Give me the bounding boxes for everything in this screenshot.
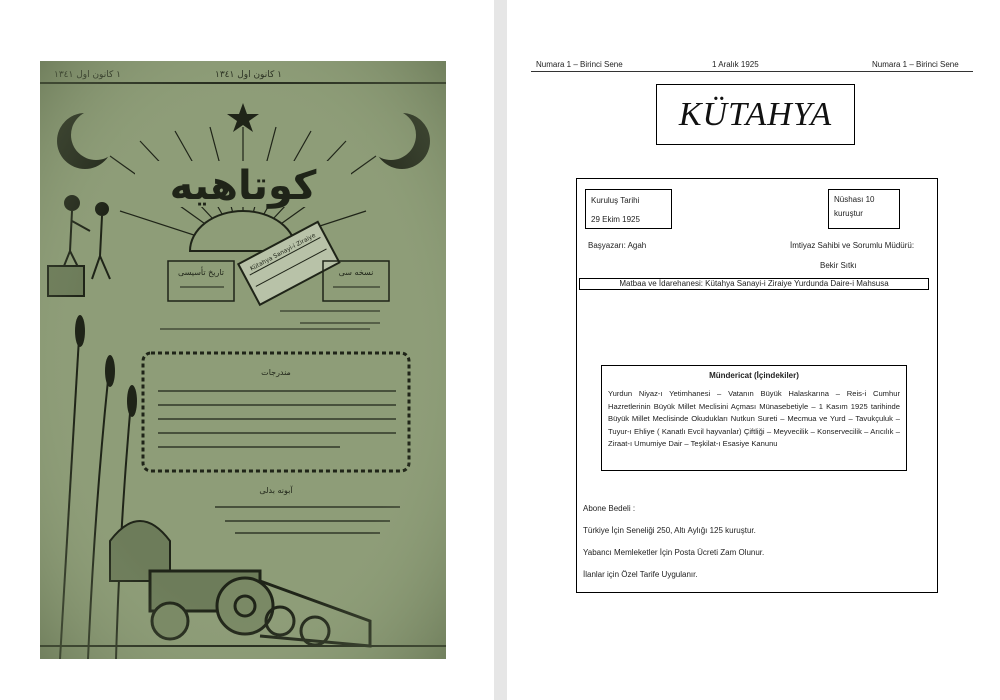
editor-text: Başyazarı: Agah xyxy=(588,241,647,250)
subscription-foreign: Yabancı Memleketler İçin Posta Ücreti Zam Olunur. xyxy=(583,548,765,557)
subscription-heading: Abone Bedeli : xyxy=(583,504,636,513)
right-page xyxy=(507,0,1000,700)
cover-illustration xyxy=(40,61,446,659)
subscription-ads: İlanlar için Özel Tarife Uygulanır. xyxy=(583,570,698,579)
founding-label: Kuruluş Tarihi xyxy=(591,196,640,205)
cover-scan-image xyxy=(40,61,446,659)
contents-title: Mündericat (İçindekiler) xyxy=(709,371,799,380)
contents-box xyxy=(601,365,907,471)
owner-label: İmtiyaz Sahibi ve Sorumlu Müdürü: xyxy=(790,241,915,250)
left-page xyxy=(0,0,494,700)
header-left: Numara 1 – Birinci Sene xyxy=(536,60,623,69)
title-box xyxy=(656,84,855,145)
press-box: Matbaa ve İdarehanesi: Kütahya Sanayi-i Ziraiye Yurdunda Daire-i Mahsusa xyxy=(579,278,929,290)
price-box xyxy=(828,189,900,229)
price-line1: Nüshası 10 xyxy=(834,195,875,204)
page-title: KÜTAHYA xyxy=(678,95,833,133)
founding-date: 29 Ekim 1925 xyxy=(591,215,640,224)
price-line2: kuruştur xyxy=(834,209,863,218)
main-content-box xyxy=(576,178,938,593)
owner-name: Bekir Sıtkı xyxy=(820,261,857,270)
contents-body: Yurdun Niyaz-ı Yetimhanesi – Vatanın Büyük Halaskarına – Reis-i Cumhur Hazretlerinin Büyük Millet Meclisini Açması Münasebetiyle – 1 Kasım 1925 tarihinde Büyük Millet Meclisinde Okudukları Nutkun Sureti – Mecmua ve Yurd – Tavukçuluk – Tuyur-ı Ehliye ( Kanatlı Evcil hayvanlar) Çiftliği – Meyvecilik – Konservecilik – Arıcılık – Ziraat-ı Umumiye Dair – Teşkilat-ı Esasiye Kanunu xyxy=(608,389,900,448)
header-date: 1 Aralık 1925 xyxy=(712,60,759,69)
founding-box xyxy=(585,189,672,229)
header-rule xyxy=(531,71,973,72)
header-right: Numara 1 – Birinci Sene xyxy=(872,60,959,69)
subscription-turkey: Türkiye İçin Seneliği 250, Altı Aylığı 125 kuruştur. xyxy=(583,526,756,535)
